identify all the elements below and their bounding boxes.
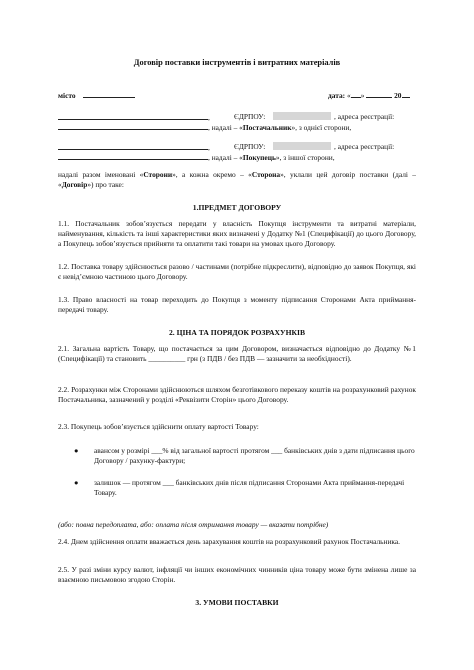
party1-name-field[interactable] (58, 112, 208, 120)
paragraph-2-5: 2.5. У разі зміни курсу валют, інфляції чи інших економічних чинників ціна товару може бути змінена лише за взаємною письмовою згодою Сторін. (58, 565, 416, 584)
party1-line2-suffix: », з однієї сторони, (291, 123, 352, 132)
date-block (328, 90, 410, 101)
intro-bold-2: Сторона (251, 170, 281, 179)
party1-line2-prefix: , надалі – « (208, 123, 243, 132)
document-title: Договір поставки інструментів і витратних матеріалів (133, 58, 341, 67)
intro-text-4: ») про таке: (87, 179, 124, 189)
intro-bold-3: Договір (61, 179, 88, 189)
party1-role: Постачальник (242, 123, 292, 132)
date-quote-open: « (346, 91, 351, 100)
date-day-field[interactable] (351, 90, 361, 98)
date-quote-close: » (360, 91, 365, 100)
party1-edrpou-redacted (273, 112, 331, 120)
city-field[interactable] (83, 90, 135, 98)
list-item (58, 446, 416, 466)
payment-note: (або: повна передоплата, або: оплата після отримання товару — вказати потрібне) (58, 520, 329, 529)
city-date-row (58, 90, 416, 101)
paragraph-2-1: 2.1. Загальна вартість Товару, що постачається за цим Договором, визначається відповідно до Додатку №1 (Специфікації) та становить __________ грн (з ПДВ / без ПДВ — зазначити за необхідності). (58, 344, 416, 363)
party2-name-field[interactable] (58, 142, 208, 150)
party2-address-field[interactable] (58, 152, 208, 160)
party2-row1: , ЄДРПОУ: , адреса реєстрації: (58, 142, 416, 153)
date-year-field[interactable] (402, 90, 410, 98)
paragraph-2-3: 2.3. Покупець зобов’язується здійснити оплату вартості Товару: (58, 422, 259, 431)
intro-text-3: », уклали цей договір поставки (далі – « (58, 170, 417, 189)
party1-address-field[interactable] (58, 122, 208, 130)
intro-paragraph (58, 170, 416, 190)
party2-edrpou-redacted (273, 142, 331, 150)
bullet-icon: ● (74, 446, 79, 455)
party2-role: Покупець (242, 153, 276, 162)
paragraph-2-4: 2.4. Днем здійснення оплати вважається день зарахування коштів на розрахунковий рахунок Постачальника. (58, 537, 401, 546)
intro-bold-1: Сторони (143, 170, 173, 179)
party2-row2 (58, 152, 416, 163)
section1-heading: 1.ПРЕДМЕТ ДОГОВОРУ (192, 203, 282, 212)
party2-edrpou-label: ЄДРПОУ: (234, 142, 266, 151)
section2-heading: 2. ЦІНА ТА ПОРЯДОК РОЗРАХУНКІВ (168, 328, 306, 337)
section3-heading: 3. УМОВИ ПОСТАВКИ (195, 598, 279, 607)
bullet-icon: ● (74, 478, 79, 487)
party1-row2 (58, 122, 416, 133)
intro-text-1: надалі разом іменовані « (58, 170, 144, 179)
date-month-field[interactable] (366, 90, 392, 98)
paragraph-1-2: 1.2. Поставка товару здійснюється разово / частинами (потрібне підкреслити), відповідно до заявок Покупця, які є невід’ємною частиною цього Договору. (58, 262, 416, 281)
date-year-prefix: 20 (394, 91, 402, 100)
party1-row1: , ЄДРПОУ: , адреса реєстрації: (58, 112, 416, 123)
party2-reg-label: , адреса реєстрації: (334, 142, 395, 151)
bullet-text-1: авансом у розмірі ___% від загальної вартості протягом ___ банківських днів з дати підписання цього Договору / рахунку-фактури; (94, 446, 415, 465)
party2-line2-prefix: , надалі – « (208, 153, 243, 162)
paragraph-1-3: 1.3. Право власності на товар переходить до Покупця з моменту підписання Сторонами Акта приймання-передачі товару. (58, 295, 416, 314)
party1-edrpou-label: ЄДРПОУ: (234, 112, 266, 121)
list-item (58, 478, 416, 498)
paragraph-2-2: 2.2. Розрахунки між Сторонами здійснюються шляхом безготівкового переказу коштів на розрахунковий рахунок Постачальника, зазначений у розділі «Реквізити Сторін» цього Договору. (58, 385, 416, 404)
paragraph-1-1: 1.1. Постачальник зобов’язується передати у власність Покупця інструменти та витратні матеріали, найменування, кількість та інші характеристики яких визначені у Додатку №1 (Специфікації) до цього Договору, а Покупець зобов’язується прийняти та оплатити такі товари на умовах цього Договору. (58, 219, 416, 248)
party2-line2-suffix: », з іншої сторони, (275, 153, 335, 162)
party1-reg-label: , адреса реєстрації: (334, 112, 395, 121)
city-label: місто (58, 91, 76, 100)
intro-text-2: », а кожна окремо – « (172, 170, 252, 179)
date-label: дата: (328, 91, 346, 100)
bullet-text-2: залишок — протягом ___ банківських днів після підписання Сторонами Акта приймання-передачі Товару. (94, 478, 405, 497)
